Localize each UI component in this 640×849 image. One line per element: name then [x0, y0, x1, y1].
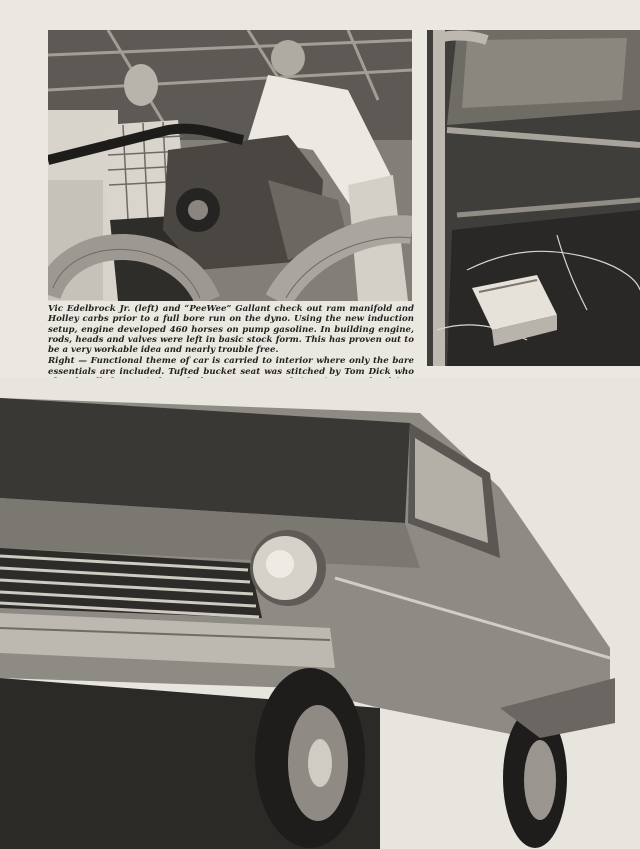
engine-dyno-photo	[48, 30, 412, 301]
car-illustration	[0, 378, 640, 849]
interior-caption: Right — Functional theme of car is carried to interior where only the bare essentials are included. Tufted bucket seat was stitched by Tom Dick who	[48, 356, 414, 377]
engine-dyno-illustration	[48, 30, 412, 301]
interior-illustration	[427, 30, 640, 366]
dyno-caption: Vic Edelbrock Jr. (left) and “PeeWee” Gallant check out ram manifold and Holley carbs prior to a full bore run on the dyno. Using the new induction setup, engine developed 460 horses on pump gasoline. In building engine, rods, heads and valves were left in basic stock form. This has proven out to be a very workable idea and nearly trouble free.	[48, 304, 414, 356]
car-wheelie-photo	[0, 378, 640, 849]
interior-photo	[427, 30, 640, 366]
